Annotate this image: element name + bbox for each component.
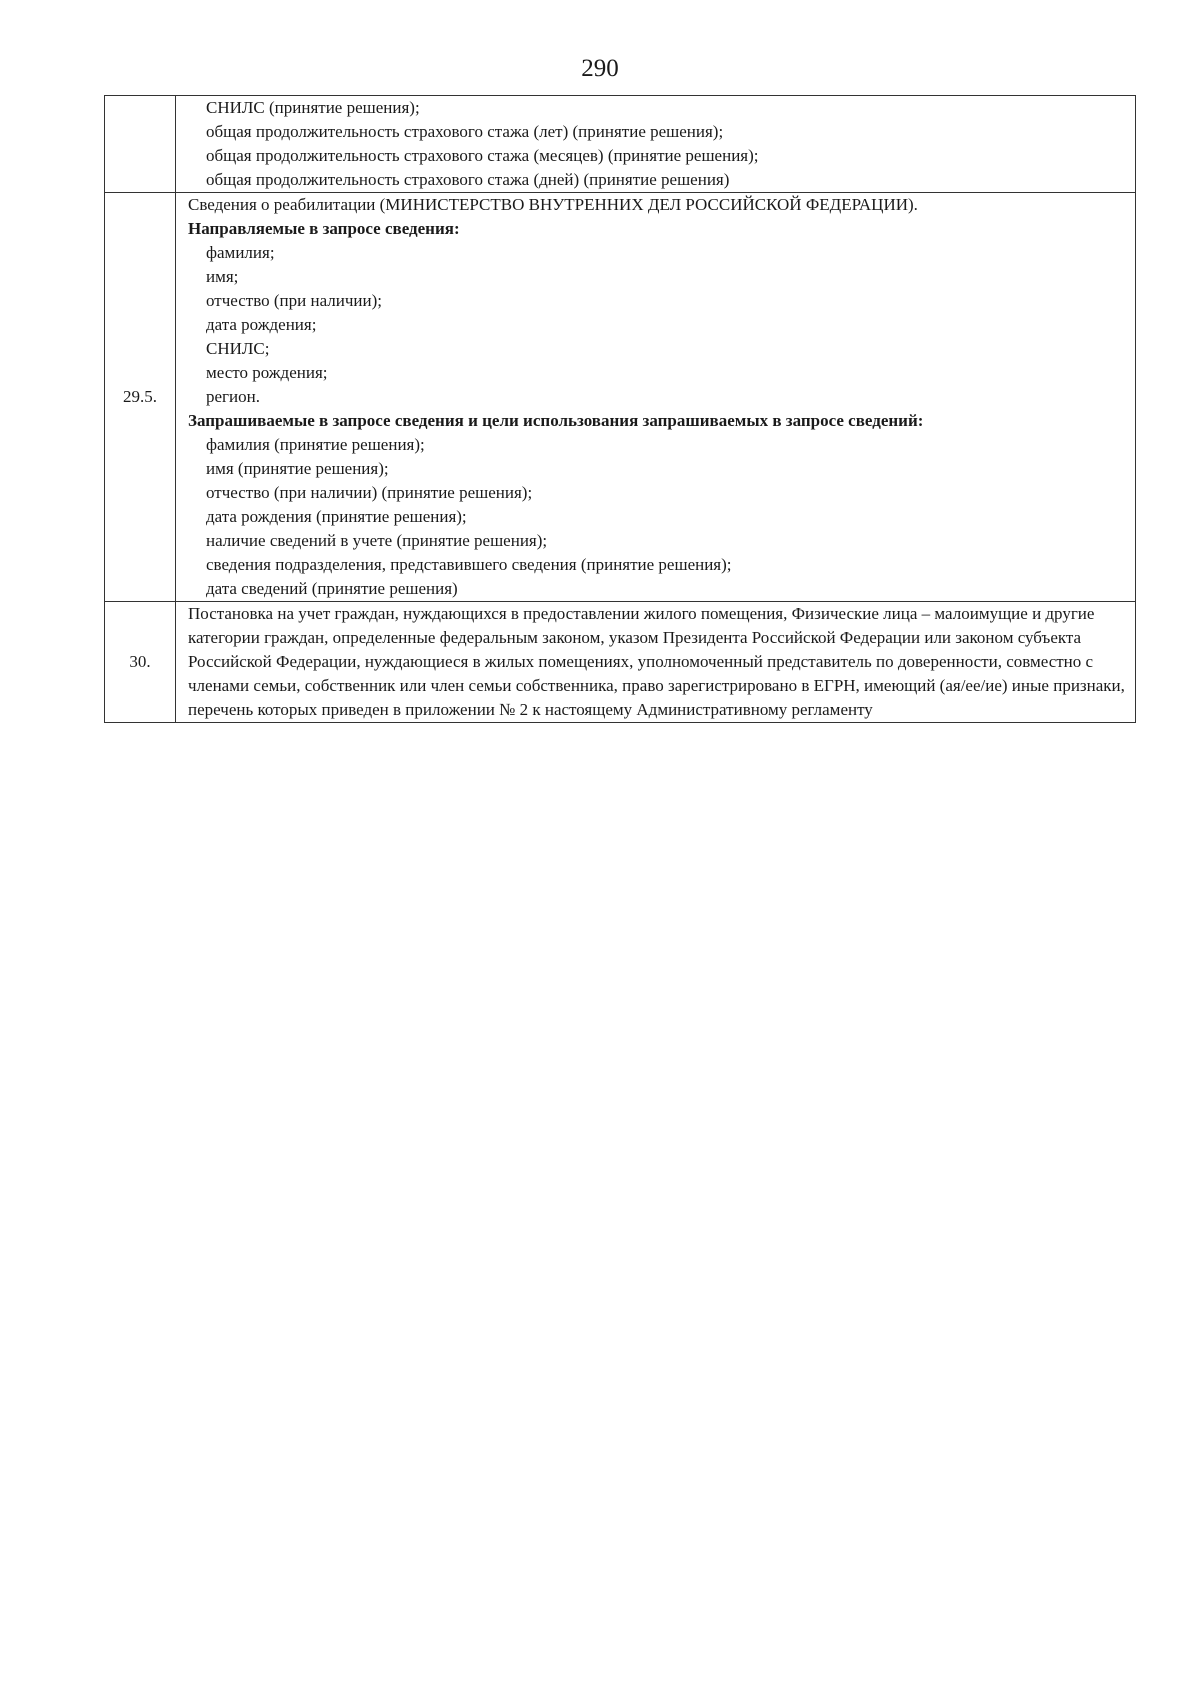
content-line: общая продолжительность страхового стажа (месяцев) (принятие решения); bbox=[206, 146, 759, 165]
row-number-cell: 30. bbox=[105, 602, 176, 723]
content-line: место рождения; bbox=[206, 363, 328, 382]
row-content-cell bbox=[176, 193, 1136, 602]
section-heading: Запрашиваемые в запросе сведения и цели использования запрашиваемых в запросе сведений: bbox=[188, 411, 924, 430]
content-line: имя; bbox=[206, 267, 239, 286]
content-line: наличие сведений в учете (принятие решения); bbox=[206, 531, 548, 550]
content-line: дата рождения (принятие решения); bbox=[206, 507, 467, 526]
content-line: дата сведений (принятие решения) bbox=[206, 579, 458, 598]
content-line: регион. bbox=[206, 387, 260, 406]
content-line: отчество (при наличии) (принятие решения); bbox=[206, 483, 533, 502]
regulation-table bbox=[104, 95, 1136, 723]
content-line: отчество (при наличии); bbox=[206, 291, 382, 310]
row-number-cell bbox=[105, 96, 176, 193]
content-line: СНИЛС (принятие решения); bbox=[206, 98, 420, 117]
content-line: общая продолжительность страхового стажа (лет) (принятие решения); bbox=[206, 122, 724, 141]
table-row bbox=[105, 602, 1136, 723]
content-line: фамилия (принятие решения); bbox=[206, 435, 425, 454]
table-row bbox=[105, 96, 1136, 193]
page-number: 290 bbox=[581, 55, 619, 82]
section-heading: Направляемые в запросе сведения: bbox=[188, 219, 460, 238]
table-row bbox=[105, 193, 1136, 602]
content-line: фамилия; bbox=[206, 243, 275, 262]
content-line: СНИЛС; bbox=[206, 339, 270, 358]
content-line: дата рождения; bbox=[206, 315, 317, 334]
content-line: Постановка на учет граждан, нуждающихся в предоставлении жилого помещения, Физические лица – малоимущие и другие категории граждан, определенные федеральным законом, указом Президента Российской Федерации или законом субъекта Российской Федерации, нуждающиеся в жилых помещениях, уполномоченный представитель по доверенности, совместно с членами семьи, собственник или член семьи собственника, право зарегистрировано в ЕГРН, имеющий (ая/ее/ие) иные признаки, перечень которых приведен в приложении № 2 к настоящему Административному регламенту bbox=[188, 604, 1125, 719]
content-line: сведения подразделения, представившего сведения (принятие решения); bbox=[206, 555, 732, 574]
row-number-cell: 29.5. bbox=[105, 193, 176, 602]
content-line: Сведения о реабилитации (МИНИСТЕРСТВО ВНУТРЕННИХ ДЕЛ РОССИЙСКОЙ ФЕДЕРАЦИИ). bbox=[188, 195, 918, 214]
row-content-cell bbox=[176, 602, 1136, 723]
table-body bbox=[105, 96, 1136, 723]
content-line: имя (принятие решения); bbox=[206, 459, 389, 478]
content-line: общая продолжительность страхового стажа (дней) (принятие решения) bbox=[206, 170, 730, 189]
row-content-cell bbox=[176, 96, 1136, 193]
